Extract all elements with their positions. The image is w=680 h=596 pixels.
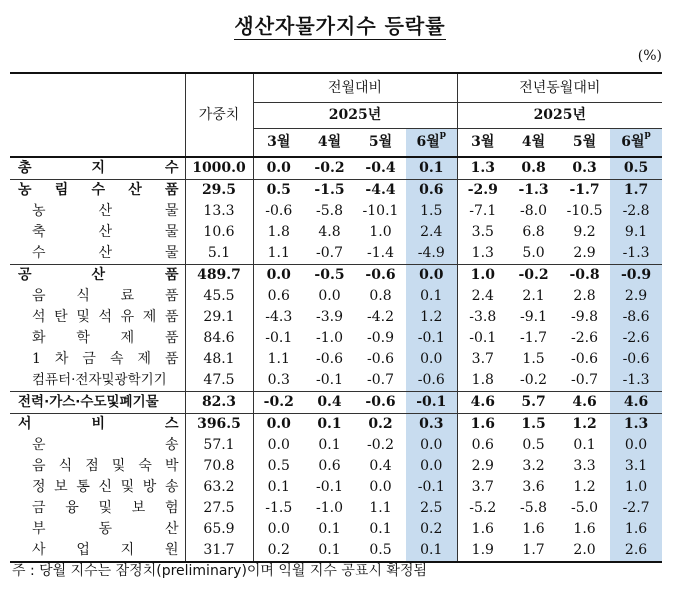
value-cell: -1.4 bbox=[367, 245, 394, 261]
value-cell: -1.5 bbox=[304, 180, 355, 202]
value-cell: 6.8 bbox=[522, 224, 545, 240]
footnote: 주 : 당월 지수는 잠정치(preliminary)이며 익월 지수 공표시 확정됨 bbox=[12, 563, 427, 579]
month-header: 5월 bbox=[368, 134, 393, 150]
row-label bbox=[10, 414, 185, 436]
row-label-text: 금 융 및 보 험 bbox=[32, 500, 179, 516]
row-label bbox=[10, 456, 185, 477]
table-row bbox=[10, 157, 662, 180]
value-cell: 1.1 bbox=[369, 500, 392, 516]
value-cell: 0.0 bbox=[267, 521, 290, 537]
value-cell: 0.8 bbox=[521, 160, 546, 176]
value-cell: -0.6 bbox=[316, 351, 343, 367]
table-row bbox=[10, 370, 662, 392]
value-cell: -5.8 bbox=[520, 500, 548, 516]
value-cell: 0.5 bbox=[369, 542, 392, 558]
weight-cell: 31.7 bbox=[185, 540, 253, 562]
value-cell: 9.2 bbox=[573, 224, 596, 240]
table-row bbox=[10, 435, 662, 456]
value-cell: -0.7 bbox=[367, 372, 394, 388]
value-cell: 0.1 bbox=[318, 521, 341, 537]
row-label-text: 농 림 수 산 품 bbox=[18, 182, 179, 198]
row-label bbox=[10, 157, 185, 180]
value-cell: 1.2 bbox=[573, 479, 596, 495]
value-cell: 1.0 bbox=[457, 265, 508, 287]
row-label-text: 사 업 지 원 bbox=[32, 542, 179, 558]
value-cell: -5.2 bbox=[469, 500, 497, 516]
value-cell: -0.8 bbox=[559, 265, 610, 287]
value-cell: 0.1 bbox=[318, 437, 341, 453]
value-cell: -1.3 bbox=[508, 180, 559, 202]
value-cell: 1.6 bbox=[471, 521, 494, 537]
value-cell: -5.0 bbox=[571, 500, 599, 516]
value-cell: 2.9 bbox=[471, 458, 494, 474]
month-header: 4월 bbox=[317, 134, 342, 150]
weight-cell: 48.1 bbox=[185, 349, 253, 370]
value-cell: -0.5 bbox=[304, 265, 355, 287]
row-label bbox=[10, 243, 185, 265]
value-cell: -0.1 bbox=[469, 330, 497, 346]
value-cell: 0.5 bbox=[610, 157, 662, 180]
value-cell: 0.0 bbox=[406, 456, 457, 477]
weight-cell: 65.9 bbox=[185, 519, 253, 540]
weight-cell: 84.6 bbox=[185, 328, 253, 349]
month-header: 3월 bbox=[471, 134, 495, 150]
value-cell: -0.6 bbox=[265, 203, 293, 219]
value-cell: 3.1 bbox=[610, 456, 662, 477]
value-cell: -0.9 bbox=[610, 265, 662, 287]
value-cell: -1.0 bbox=[316, 330, 343, 346]
value-cell: 1.6 bbox=[522, 521, 545, 537]
weight-header: 가중치 bbox=[185, 73, 253, 157]
value-cell: 1.6 bbox=[457, 414, 508, 436]
row-label-text: 전력·가스·수도및폐기물 bbox=[18, 394, 159, 410]
value-cell: 1.7 bbox=[610, 180, 662, 202]
value-cell: 2.4 bbox=[471, 288, 494, 304]
value-cell: 4.6 bbox=[610, 392, 662, 414]
value-cell: -0.6 bbox=[571, 351, 599, 367]
value-cell: 0.6 bbox=[471, 437, 494, 453]
value-cell: -4.9 bbox=[406, 243, 457, 265]
value-cell: 0.3 bbox=[267, 372, 290, 388]
unit-label: (%) bbox=[637, 48, 662, 64]
row-label-text: 수 산 물 bbox=[32, 245, 179, 261]
value-cell: -5.8 bbox=[316, 203, 343, 219]
value-cell: 0.8 bbox=[369, 288, 392, 304]
value-cell: 4.8 bbox=[318, 224, 341, 240]
value-cell: -0.7 bbox=[316, 245, 343, 261]
value-cell: 0.5 bbox=[253, 180, 304, 202]
row-label-text: 정 보 통 신 및 방 송 bbox=[32, 479, 179, 495]
value-cell: 2.4 bbox=[406, 222, 457, 243]
value-cell: 0.0 bbox=[266, 160, 291, 176]
value-cell: 3.7 bbox=[471, 351, 494, 367]
value-cell: 1.7 bbox=[522, 542, 545, 558]
value-cell: 1.5 bbox=[522, 351, 545, 367]
table-row bbox=[10, 392, 662, 414]
value-cell: 1.6 bbox=[573, 521, 596, 537]
value-cell: 0.4 bbox=[304, 392, 355, 414]
row-label bbox=[10, 307, 185, 328]
month-header: 6월$^p$ bbox=[610, 129, 662, 158]
weight-cell: 13.3 bbox=[185, 201, 253, 222]
value-cell: 0.0 bbox=[369, 479, 392, 495]
value-cell: 0.0 bbox=[253, 414, 304, 436]
row-label bbox=[10, 435, 185, 456]
value-cell: 5.0 bbox=[522, 245, 545, 261]
value-cell: 3.5 bbox=[471, 224, 494, 240]
weight-cell: 29.5 bbox=[185, 180, 253, 202]
value-cell: 0.0 bbox=[253, 265, 304, 287]
value-cell: -0.1 bbox=[406, 477, 457, 498]
row-label-text: 운 송 bbox=[32, 437, 179, 453]
value-cell: 3.7 bbox=[471, 479, 494, 495]
value-cell: 1.5 bbox=[406, 201, 457, 222]
value-cell: 0.1 bbox=[406, 157, 457, 180]
value-cell: -3.8 bbox=[469, 309, 497, 325]
row-label bbox=[10, 222, 185, 243]
table-row bbox=[10, 222, 662, 243]
weight-cell: 1000.0 bbox=[185, 157, 253, 180]
value-cell: -0.2 bbox=[520, 372, 548, 388]
value-cell: 0.2 bbox=[267, 542, 290, 558]
page-title: 생산자물가지수 등락률 bbox=[234, 14, 446, 38]
value-cell: 0.6 bbox=[267, 288, 290, 304]
value-cell: 1.3 bbox=[471, 245, 494, 261]
value-cell: -10.5 bbox=[566, 203, 603, 219]
value-cell: 0.1 bbox=[406, 540, 457, 562]
row-label-text: 부 동 산 bbox=[32, 521, 179, 537]
value-cell: 0.0 bbox=[406, 265, 457, 287]
value-cell: 2.6 bbox=[610, 540, 662, 562]
value-cell: -2.8 bbox=[610, 201, 662, 222]
value-cell: -9.1 bbox=[520, 309, 548, 325]
value-cell: 2.1 bbox=[522, 288, 545, 304]
table-body bbox=[10, 157, 662, 562]
row-label bbox=[10, 370, 185, 392]
value-cell: -3.9 bbox=[316, 309, 343, 325]
row-label-text: 석 탄 및 석 유 제 품 bbox=[32, 309, 179, 325]
value-cell: 0.1 bbox=[573, 437, 596, 453]
table-row bbox=[10, 243, 662, 265]
value-cell: 0.1 bbox=[369, 521, 392, 537]
row-label-text: 농 산 물 bbox=[32, 203, 179, 219]
value-cell: -0.7 bbox=[571, 372, 599, 388]
value-cell: 0.1 bbox=[318, 542, 341, 558]
table-row bbox=[10, 328, 662, 349]
value-cell: -1.7 bbox=[559, 180, 610, 202]
row-label bbox=[10, 286, 185, 307]
value-cell: -1.3 bbox=[610, 370, 662, 392]
table-row bbox=[10, 201, 662, 222]
value-cell: 1.9 bbox=[471, 542, 494, 558]
row-label-text: 음 식 점 및 숙 박 bbox=[32, 458, 179, 474]
yoy-header: 전년동월대비 bbox=[457, 73, 662, 103]
table-row bbox=[10, 286, 662, 307]
value-cell: -1.7 bbox=[520, 330, 548, 346]
price-index-table bbox=[10, 72, 662, 563]
value-cell: -0.9 bbox=[367, 330, 394, 346]
value-cell: 0.0 bbox=[406, 435, 457, 456]
value-cell: -2.9 bbox=[457, 180, 508, 202]
value-cell: -4.3 bbox=[265, 309, 293, 325]
row-label bbox=[10, 540, 185, 562]
table-row bbox=[10, 414, 662, 436]
value-cell: -0.6 bbox=[355, 265, 406, 287]
row-label bbox=[10, 392, 185, 414]
value-cell: -0.2 bbox=[314, 160, 345, 176]
value-cell: -0.2 bbox=[367, 437, 394, 453]
value-cell: -0.1 bbox=[406, 328, 457, 349]
row-label-text: 음 식 료 품 bbox=[32, 288, 179, 304]
month-header: 3월 bbox=[267, 134, 291, 150]
weight-cell: 45.5 bbox=[185, 286, 253, 307]
corner-cell bbox=[10, 73, 185, 157]
value-cell: 0.1 bbox=[406, 286, 457, 307]
value-cell: 1.3 bbox=[610, 414, 662, 436]
table-row bbox=[10, 349, 662, 370]
row-label bbox=[10, 201, 185, 222]
value-cell: -7.1 bbox=[469, 203, 497, 219]
value-cell: 3.2 bbox=[522, 458, 545, 474]
row-label bbox=[10, 477, 185, 498]
value-cell: 4.6 bbox=[559, 392, 610, 414]
value-cell: 1.8 bbox=[471, 372, 494, 388]
value-cell: 0.3 bbox=[572, 160, 597, 176]
weight-cell: 489.7 bbox=[185, 265, 253, 287]
value-cell: 0.6 bbox=[406, 180, 457, 202]
value-cell: -10.1 bbox=[362, 203, 399, 219]
value-cell: -4.2 bbox=[367, 309, 394, 325]
value-cell: -0.6 bbox=[406, 370, 457, 392]
value-cell: -9.8 bbox=[571, 309, 599, 325]
table-row bbox=[10, 307, 662, 328]
value-cell: 3.3 bbox=[573, 458, 596, 474]
value-cell: -0.2 bbox=[508, 265, 559, 287]
value-cell: 1.0 bbox=[610, 477, 662, 498]
table-row bbox=[10, 265, 662, 287]
value-cell: 1.6 bbox=[610, 519, 662, 540]
table-row bbox=[10, 180, 662, 202]
value-cell: -1.5 bbox=[265, 500, 293, 516]
value-cell: 0.1 bbox=[267, 479, 290, 495]
month-header: 4월 bbox=[521, 134, 546, 150]
value-cell: -2.6 bbox=[610, 328, 662, 349]
value-cell: -0.1 bbox=[316, 372, 343, 388]
weight-cell: 396.5 bbox=[185, 414, 253, 436]
value-cell: 0.0 bbox=[406, 349, 457, 370]
yoy-year-header: 2025년 bbox=[457, 103, 662, 129]
value-cell: -8.6 bbox=[610, 307, 662, 328]
value-cell: 1.5 bbox=[508, 414, 559, 436]
weight-cell: 29.1 bbox=[185, 307, 253, 328]
value-cell: -1.3 bbox=[610, 243, 662, 265]
value-cell: 0.6 bbox=[318, 458, 341, 474]
value-cell: -8.0 bbox=[520, 203, 548, 219]
value-cell: -2.6 bbox=[571, 330, 599, 346]
value-cell: 2.0 bbox=[573, 542, 596, 558]
value-cell: 0.5 bbox=[522, 437, 545, 453]
value-cell: 0.1 bbox=[304, 414, 355, 436]
value-cell: 0.2 bbox=[355, 414, 406, 436]
value-cell: 0.4 bbox=[369, 458, 392, 474]
row-label-text: 축 산 물 bbox=[32, 224, 179, 240]
value-cell: -4.4 bbox=[355, 180, 406, 202]
month-header: 5월 bbox=[572, 134, 597, 150]
value-cell: -2.7 bbox=[610, 498, 662, 519]
table-row bbox=[10, 498, 662, 519]
value-cell: 3.6 bbox=[522, 479, 545, 495]
table-row bbox=[10, 519, 662, 540]
value-cell: 0.0 bbox=[267, 437, 290, 453]
weight-cell: 82.3 bbox=[185, 392, 253, 414]
table-row bbox=[10, 456, 662, 477]
row-label bbox=[10, 349, 185, 370]
value-cell: 2.8 bbox=[573, 288, 596, 304]
value-cell: 4.6 bbox=[457, 392, 508, 414]
value-cell: 1.8 bbox=[267, 224, 290, 240]
value-cell: 1.2 bbox=[559, 414, 610, 436]
value-cell: 0.0 bbox=[610, 435, 662, 456]
value-cell: 2.9 bbox=[573, 245, 596, 261]
value-cell: -0.6 bbox=[610, 349, 662, 370]
value-cell: -1.0 bbox=[316, 500, 343, 516]
value-cell: 1.3 bbox=[470, 160, 495, 176]
value-cell: -0.6 bbox=[367, 351, 394, 367]
row-label-text: 공 산 품 bbox=[18, 267, 179, 283]
weight-cell: 10.6 bbox=[185, 222, 253, 243]
value-cell: -0.6 bbox=[355, 392, 406, 414]
value-cell: -0.4 bbox=[365, 160, 396, 176]
row-label bbox=[10, 328, 185, 349]
value-cell: 1.2 bbox=[406, 307, 457, 328]
value-cell: 1.1 bbox=[267, 245, 290, 261]
mom-year-header: 2025년 bbox=[253, 103, 457, 129]
value-cell: 0.3 bbox=[406, 414, 457, 436]
value-cell: 2.5 bbox=[406, 498, 457, 519]
weight-cell: 47.5 bbox=[185, 370, 253, 392]
row-label-text: 1 차 금 속 제 품 bbox=[32, 351, 179, 367]
weight-cell: 57.1 bbox=[185, 435, 253, 456]
value-cell: 0.5 bbox=[267, 458, 290, 474]
row-label-text: 화 학 제 품 bbox=[32, 330, 179, 346]
row-label-text: 컴퓨터·전자및광학기기 bbox=[32, 372, 167, 388]
row-label-text: 서 비 스 bbox=[18, 416, 179, 432]
weight-cell: 27.5 bbox=[185, 498, 253, 519]
row-label bbox=[10, 180, 185, 202]
value-cell: 5.7 bbox=[508, 392, 559, 414]
value-cell: -0.2 bbox=[253, 392, 304, 414]
mom-header: 전월대비 bbox=[253, 73, 457, 103]
value-cell: -0.1 bbox=[265, 330, 293, 346]
value-cell: 1.1 bbox=[267, 351, 290, 367]
month-header: 6월$^p$ bbox=[406, 129, 457, 158]
value-cell: 9.1 bbox=[610, 222, 662, 243]
value-cell: -0.1 bbox=[316, 479, 343, 495]
row-label bbox=[10, 519, 185, 540]
weight-cell: 63.2 bbox=[185, 477, 253, 498]
value-cell: 0.2 bbox=[406, 519, 457, 540]
value-cell: 1.0 bbox=[369, 224, 392, 240]
row-label bbox=[10, 265, 185, 287]
row-label bbox=[10, 498, 185, 519]
weight-cell: 70.8 bbox=[185, 456, 253, 477]
value-cell: 2.9 bbox=[610, 286, 662, 307]
value-cell: 0.0 bbox=[318, 288, 341, 304]
weight-cell: 5.1 bbox=[185, 243, 253, 265]
table-row bbox=[10, 477, 662, 498]
value-cell: -0.1 bbox=[406, 392, 457, 414]
row-label-text: 총 지 수 bbox=[18, 160, 179, 176]
table-row bbox=[10, 540, 662, 562]
